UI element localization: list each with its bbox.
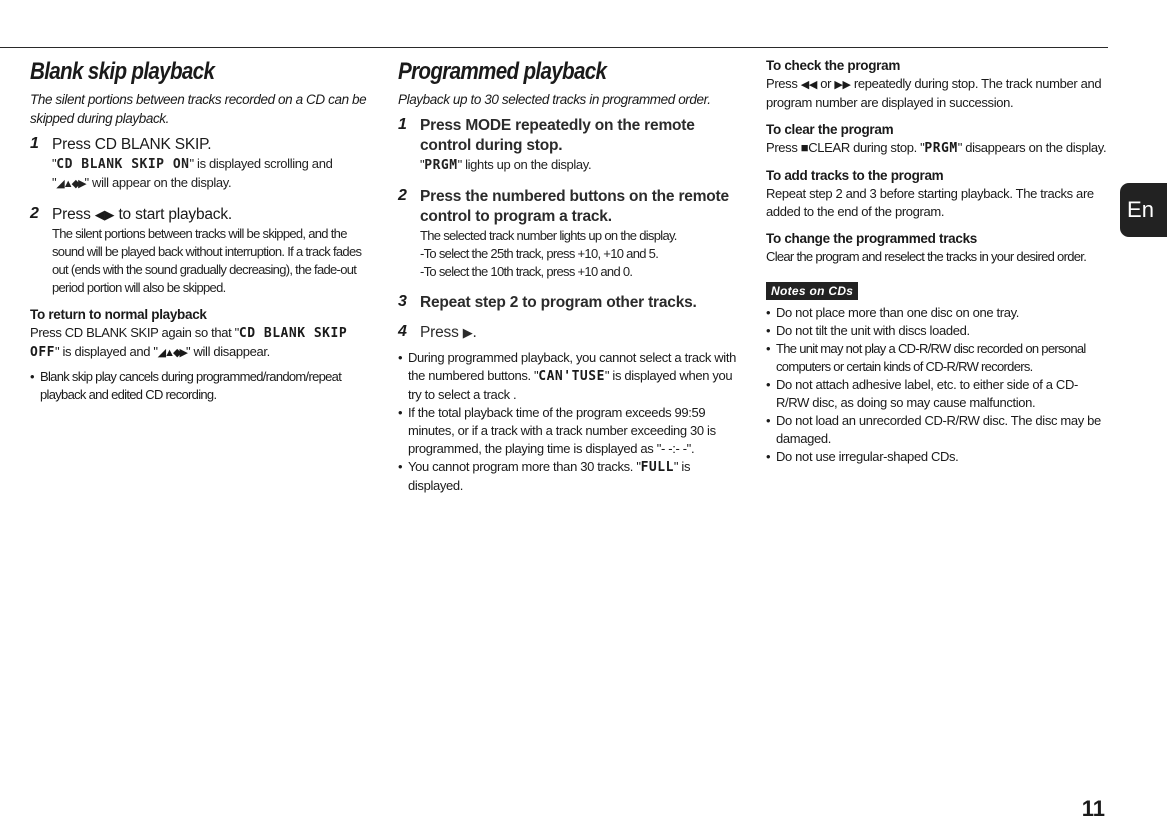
display-text: CD BLANK SKIP OFF bbox=[30, 326, 348, 360]
step-lead: Press ▶. bbox=[420, 324, 477, 341]
step-number: 3 bbox=[398, 293, 407, 310]
language-tab: En bbox=[1120, 183, 1167, 237]
check-heading: To check the program bbox=[766, 58, 901, 73]
check-text bbox=[766, 75, 1108, 112]
add-heading: To add tracks to the program bbox=[766, 168, 944, 183]
step-text-a: lights up on the display. bbox=[461, 157, 592, 172]
step-1 bbox=[30, 135, 372, 193]
bullet-icon: • bbox=[766, 377, 771, 392]
clear-text bbox=[766, 139, 1108, 158]
b1-a: During programmed playback, you cannot select a track with the numbered buttons. " bbox=[408, 350, 736, 383]
step-text-b: will appear on the display. bbox=[88, 175, 232, 190]
step-number: 1 bbox=[398, 116, 407, 133]
change-text: Clear the program and reselect the tracks in your desired order. bbox=[766, 249, 1087, 264]
lead-a: Press bbox=[52, 206, 95, 223]
section-subtitle: The silent portions between tracks recorded on a CD can be skipped during playback. bbox=[30, 92, 367, 126]
return-heading: To return to normal playback bbox=[30, 307, 207, 322]
step-text: "PRGM" lights up on the display. bbox=[420, 157, 592, 173]
skip-forward-icon: ▶▶ bbox=[834, 79, 851, 91]
step-line: -To select the 25th track, press +10, +10 and 5. bbox=[420, 246, 659, 261]
section-title: Programmed playback bbox=[398, 58, 607, 85]
bullet-icon: • bbox=[766, 413, 771, 428]
bullet-icon: • bbox=[766, 449, 771, 464]
blank-skip-icon: ◢▲◆▶ bbox=[157, 347, 186, 359]
list-item bbox=[398, 458, 740, 495]
bullet-icon: • bbox=[766, 305, 771, 320]
lead-a: Press bbox=[420, 324, 463, 341]
clear-c: " disappears on the display. bbox=[957, 140, 1107, 155]
step-number: 2 bbox=[398, 187, 407, 204]
display-text: PRGM bbox=[924, 141, 958, 156]
check-or: or bbox=[816, 76, 835, 91]
bullet-icon: • bbox=[398, 405, 403, 420]
bullet-icon: • bbox=[766, 323, 771, 338]
notes-badge: Notes on CDs bbox=[766, 282, 858, 300]
clear-b: CLEAR during stop. " bbox=[808, 140, 925, 155]
bullet-text: Do not attach adhesive label, etc. to either side of a CD-R/RW disc, as doing so may cause malfunction. bbox=[776, 377, 1078, 410]
skip-back-icon: ◀◀ bbox=[800, 79, 817, 91]
step-text: "CD BLANK SKIP ON" is displayed scrolling and "◢▲◆▶" will appear on the display. bbox=[52, 155, 372, 193]
list-item bbox=[398, 349, 740, 404]
step-number: 1 bbox=[30, 135, 39, 152]
blank-skip-icon: ◢▲◆▶ bbox=[56, 178, 85, 190]
bullet-icon: • bbox=[398, 459, 403, 474]
step-lead: Press CD BLANK SKIP. bbox=[52, 136, 212, 153]
step-text: The silent portions between tracks will be skipped, and the sound will be played back without interruption. If a track fades out (ends with the sound gradually decreasing), the fade-out period portion will also be skipped. bbox=[52, 226, 362, 295]
list-item bbox=[766, 322, 1108, 340]
list-item bbox=[766, 448, 1108, 466]
step-number: 2 bbox=[30, 205, 39, 222]
display-text: FULL bbox=[640, 460, 674, 475]
list-item bbox=[766, 304, 1108, 322]
list-item bbox=[30, 368, 372, 404]
list-item bbox=[398, 404, 740, 458]
display-text: CAN'TUSE bbox=[538, 369, 605, 384]
bullet-text: Blank skip play cancels during programmed/random/repeat playback and edited CD recording. bbox=[40, 369, 342, 402]
top-rule bbox=[0, 47, 1108, 48]
return-a: Press CD BLANK SKIP again so that " bbox=[30, 325, 239, 340]
display-text: PRGM bbox=[424, 158, 458, 173]
bullet-text: Do not place more than one disc on one tray. bbox=[776, 305, 1020, 320]
column-program-ops bbox=[766, 56, 1108, 466]
step-1 bbox=[398, 116, 740, 175]
check-b: repeatedly during stop. The track number and program number are displayed in succession. bbox=[766, 76, 1102, 110]
step-lead: Repeat step 2 to program other tracks. bbox=[420, 294, 697, 311]
bullet-text: Do not load an unrecorded CD-R/RW disc. The disc may be damaged. bbox=[776, 413, 1101, 446]
step-2 bbox=[398, 187, 740, 281]
b3-a: You cannot program more than 30 tracks. " bbox=[408, 459, 641, 474]
return-b: " is displayed and " bbox=[54, 344, 158, 359]
list-item bbox=[766, 412, 1108, 448]
play-pause-icon: ◀▶ bbox=[94, 207, 115, 222]
bullet-icon: • bbox=[398, 350, 403, 365]
page-number: 11 bbox=[1081, 796, 1105, 821]
list-item bbox=[766, 376, 1108, 412]
column-blank-skip bbox=[30, 56, 372, 404]
display-text: CD BLANK SKIP ON bbox=[56, 157, 190, 172]
bullet-text: Do not use irregular-shaped CDs. bbox=[776, 449, 959, 464]
bullet-icon: • bbox=[766, 341, 771, 356]
clear-heading: To clear the program bbox=[766, 122, 894, 137]
lead-b: to start playback. bbox=[114, 206, 233, 223]
bullet-text: If the total playback time of the program exceeds 99:59 minutes, or if a track with a track number exceeding 30 is programmed, the playing time is displayed as "- -:- -". bbox=[408, 405, 716, 456]
step-line: The selected track number lights up on the display. bbox=[420, 228, 677, 243]
play-icon: ▶ bbox=[462, 325, 473, 340]
bullet-icon: • bbox=[30, 369, 35, 384]
step-text-a: is displayed scrolling and bbox=[193, 156, 333, 171]
b1-b: " is displayed when you try to select a track . bbox=[408, 368, 733, 402]
bullet-text: The unit may not play a CD-R/RW disc recorded on personal computers or certain kinds of CD-R/RW recorders. bbox=[776, 341, 1086, 374]
section-subtitle: Playback up to 30 selected tracks in programmed order. bbox=[398, 92, 711, 107]
step-lead: Press MODE repeatedly on the remote control during stop. bbox=[420, 117, 695, 154]
change-heading: To change the programmed tracks bbox=[766, 231, 978, 246]
bullet-text bbox=[408, 458, 740, 495]
step-lead: Press the numbered buttons on the remote control to program a track. bbox=[420, 188, 729, 225]
list-item bbox=[766, 340, 1108, 376]
step-4 bbox=[398, 323, 740, 343]
return-c: " will disappear. bbox=[185, 344, 270, 359]
bullet-text: Do not tilt the unit with discs loaded. bbox=[776, 323, 970, 338]
check-a: Press bbox=[766, 76, 801, 91]
step-lead bbox=[52, 205, 372, 225]
b3-b: " is displayed. bbox=[408, 459, 691, 493]
clear-a: Press bbox=[766, 140, 801, 155]
section-title: Blank skip playback bbox=[30, 58, 215, 85]
add-text: Repeat step 2 and 3 before starting playback. The tracks are added to the end of the program. bbox=[766, 186, 1094, 219]
stop-icon: ■ bbox=[800, 140, 809, 155]
column-programmed-playback bbox=[398, 56, 740, 495]
step-line: -To select the 10th track, press +10 and 0. bbox=[420, 264, 633, 279]
step-number: 4 bbox=[398, 323, 407, 340]
step-3 bbox=[398, 293, 740, 313]
step-2 bbox=[30, 205, 372, 297]
return-text bbox=[30, 324, 372, 362]
bullet-text bbox=[408, 349, 740, 404]
